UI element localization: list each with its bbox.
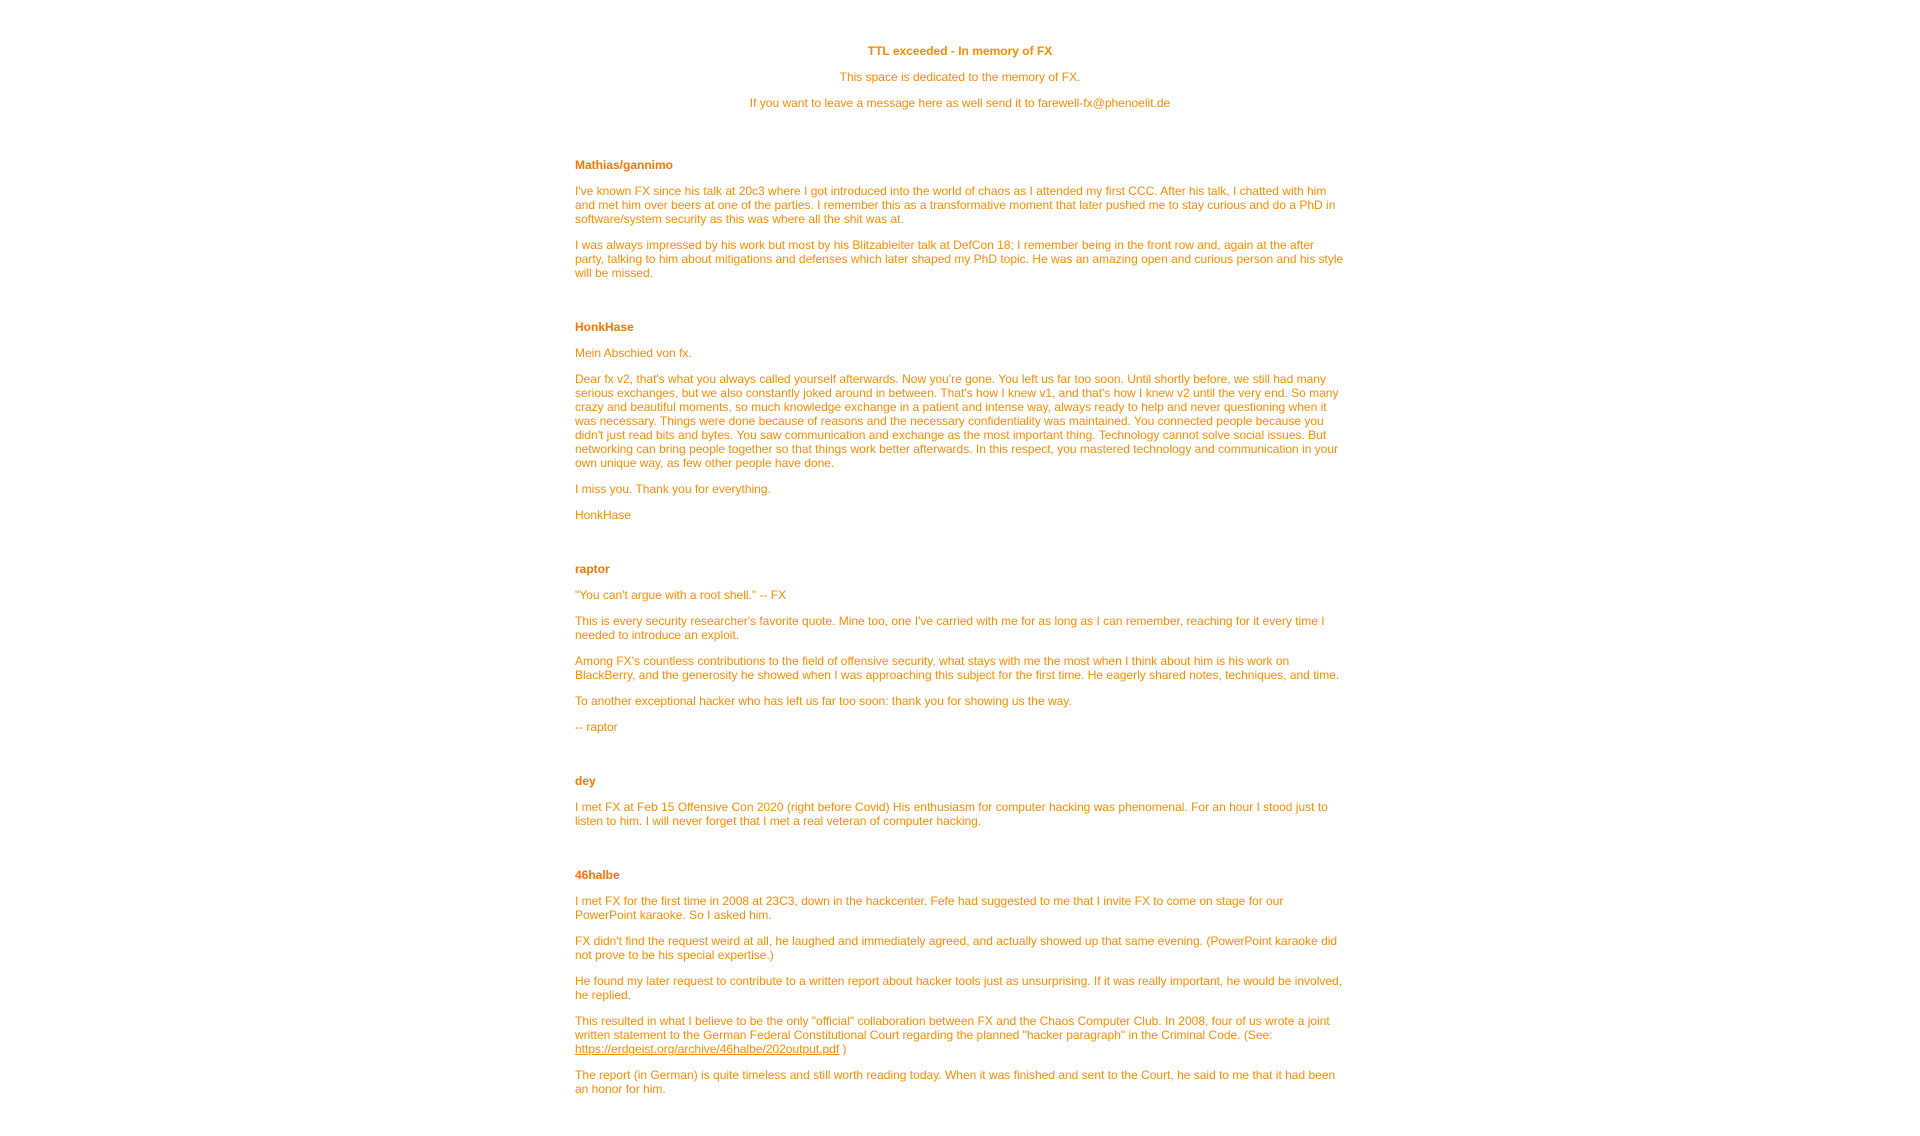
page-title: TTL exceeded - In memory of FX <box>867 44 1053 58</box>
entry-raptor <box>575 562 1345 734</box>
entry-paragraph: I miss you. Thank you for everything. <box>575 482 771 496</box>
entry-author: dey <box>575 774 596 788</box>
entry-link-intro: This resulted in what I believe to be the only "official" collaboration between FX and the Chaos Computer Club. In 2008, four of us wrote a joint written statement to the German Federal Constitutional Court regarding the planned "hacker paragraph" in the Criminal Code. (See: <box>575 1014 1330 1042</box>
contact-prefix: If you want to leave a message here as well send it to <box>749 96 1038 110</box>
entry-paragraph: HonkHase <box>575 508 632 522</box>
entry-paragraph: I met FX for the first time in 2008 at 23C3, down in the hackcenter. Fefe had suggested to me that I invite FX to come on stage for our PowerPoint karaoke. So I asked him. <box>575 894 1284 922</box>
entry-paragraph: "You can't argue with a root shell." -- FX <box>575 588 787 602</box>
entries <box>575 158 1345 1096</box>
entry-paragraph: Mein Abschied von fx. <box>575 346 692 360</box>
entry-paragraph: The report (in German) is quite timeless and still worth reading today. When it was finished and sent to the Court, he said to me that it had been an honor for him. <box>575 1068 1336 1096</box>
entry-paragraph: I met FX at Feb 15 Offensive Con 2020 (right before Covid) His enthusiasm for computer hacking was phenomenal. For an hour I stood just to listen to him. I will never forget that I met a real veteran of computer hacking. <box>575 800 1328 828</box>
entry-author: raptor <box>575 562 610 576</box>
entry-paragraph: I was always impressed by his work but most by his Blitzableiter talk at DefCon 18; I remember being in the front row and, again at the after party, talking to him about mitigations and defenses which later shaped my PhD topic. He was an amazing open and curious person and his style will be missed. <box>575 238 1344 280</box>
entry-paragraph: FX didn't find the request weird at all, he laughed and immediately agreed, and actually showed up that same evening. (PowerPoint karaoke did not prove to be his special expertise.) <box>575 934 1338 962</box>
entry-46halbe <box>575 868 1345 1096</box>
entry-paragraph: -- raptor <box>575 720 618 734</box>
entry-dey <box>575 774 1345 828</box>
header <box>575 44 1345 110</box>
dedication-text: This space is dedicated to the memory of FX. <box>839 70 1081 84</box>
entry-paragraph: To another exceptional hacker who has left us far too soon: thank you for showing us the way. <box>575 694 1072 708</box>
entry-link-suffix: ) <box>839 1042 847 1056</box>
entry-author: 46halbe <box>575 868 620 882</box>
entry-author: Mathias/gannimo <box>575 158 674 172</box>
entry-paragraph: I've known FX since his talk at 20c3 where I got introduced into the world of chaos as I attended my first CCC. After his talk, I chatted with him and met him over beers at one of the parties. I remember this as a transformative moment that later pushed me to stay curious and do a PhD in software/system security as this was where all the shit was at. <box>575 184 1336 226</box>
entry-mathias <box>575 158 1345 280</box>
entry-paragraph-with-link <box>575 1014 1345 1056</box>
entry-paragraph: This is every security researcher's favorite quote. Mine too, one I've carried with me for as long as I can remember, reaching for it every time I needed to introduce an exploit. <box>575 614 1325 642</box>
entry-author: HonkHase <box>575 320 634 334</box>
entry-paragraph: He found my later request to contribute to a written report about hacker tools just as unsurprising. If it was really important, he would be involved, he replied. <box>575 974 1343 1002</box>
report-pdf-link[interactable]: https://erdgeist.org/archive/46halbe/202output.pdf <box>575 1042 840 1056</box>
page <box>575 44 1345 1136</box>
entry-honkhase <box>575 320 1345 522</box>
entry-paragraph: Dear fx v2, that's what you always called yourself afterwards. Now you're gone. You left us far too soon. Until shortly before, we still had many serious exchanges, but we also constantly joked around in between. That's how I knew v1, and that's how I knew v2 until the very end. So many crazy and beautiful moments, so much knowledge exchange in a patient and intense way, always ready to help and never questioning when it was necessary. Things were done because of reasons and the necessary confidentiality was maintained. You connected people because you didn't just read bits and bytes. You saw communication and exchange as the most important thing. Technology cannot solve social issues. But networking can bring people together so that things work better afterwards. In this respect, you mastered technology and communication in your own unique way, as few other people have done. <box>575 372 1339 470</box>
contact-line <box>575 96 1345 110</box>
contact-email: farewell-fx@phenoelit.de <box>1037 96 1171 110</box>
entry-paragraph: Among FX's countless contributions to the field of offensive security, what stays with me the most when I think about him is his work on BlackBerry, and the generosity he showed when I was approaching this subject for the first time. He eagerly shared notes, techniques, and time. <box>575 654 1340 682</box>
